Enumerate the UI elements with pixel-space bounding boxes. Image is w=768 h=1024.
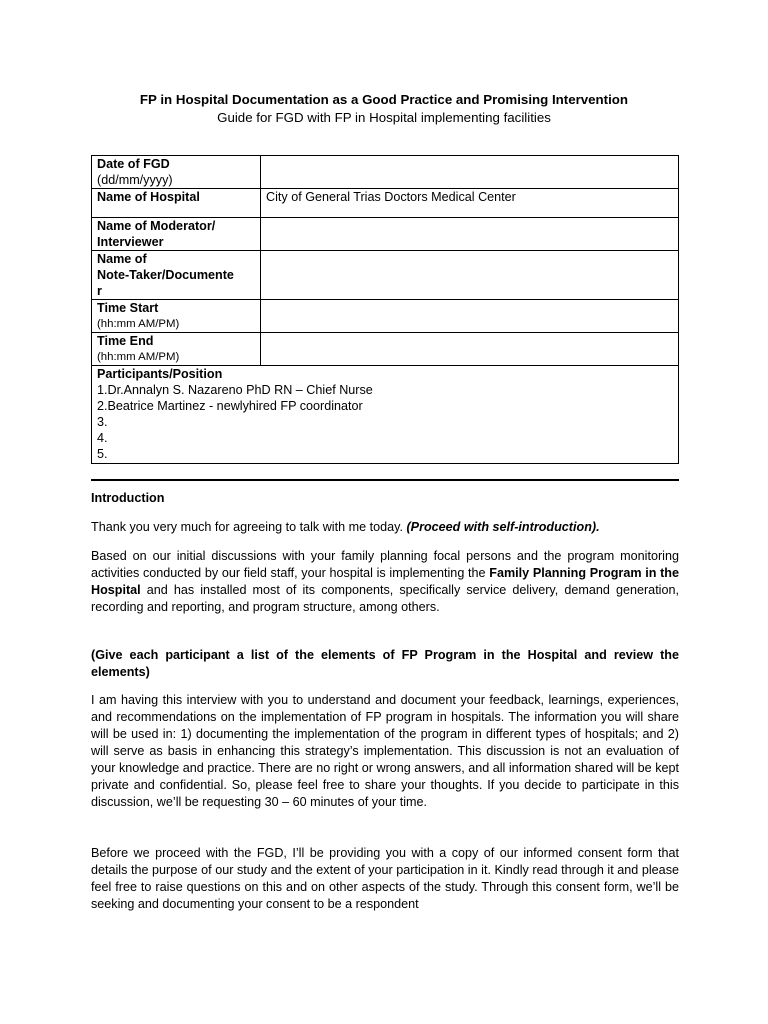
time-start-hint: (hh:mm AM/PM) xyxy=(97,318,180,330)
row-date xyxy=(92,156,679,189)
hospital-value-cell[interactable] xyxy=(261,189,679,218)
document-title: FP in Hospital Documentation as a Good Practice and Promising Intervention xyxy=(139,92,629,107)
row-participants xyxy=(92,366,679,464)
intro-paragraph-4: I am having this interview with you to understand and document your feedback, learnings, experiences, and recommendations on the implementation of FP program in hospitals. The information you will share will be used in: 1) documenting the implementation of the program in different types of hospitals; and 2) will serve as basis in enhancing this strategy’s implementation. This discussion is not an evaluation of your knowledge and practice. There are no right or wrong answers, and all information shared will be kept private and confidential. So, please feel free to share your thoughts. If you decide to participate in this discussion, we’ll be requesting 30 – 60 minutes of your time. xyxy=(91,693,679,809)
participant-line: 5. xyxy=(97,447,108,461)
participant-line: 3. xyxy=(97,415,108,429)
notetaker-label-line3: r xyxy=(97,284,102,298)
row-time-start xyxy=(92,300,679,333)
time-start-label: Time Start xyxy=(97,301,159,315)
time-end-hint: (hh:mm AM/PM) xyxy=(97,351,180,363)
participants-cell[interactable] xyxy=(92,366,679,464)
moderator-label-line2: Interviewer xyxy=(97,235,164,249)
hospital-label-cell xyxy=(92,189,261,218)
intro-p2-program-name: Family Planning Program in the Hospital xyxy=(91,566,680,597)
notetaker-label-line2: Note-Taker/Documente xyxy=(97,268,234,282)
moderator-value-cell[interactable] xyxy=(261,218,679,251)
participants-label: Participants/Position xyxy=(97,367,223,381)
intro-paragraph-2 xyxy=(91,548,679,616)
intro-p2-text-b: and has installed most of its components, specifically service delivery, demand generation, recording and reporting, and program structure, among others. xyxy=(91,583,679,614)
document-subtitle: Guide for FGD with FP in Hospital implementing facilities xyxy=(217,110,551,125)
time-end-value-cell[interactable] xyxy=(261,333,679,366)
intro-paragraph-1 xyxy=(91,519,679,536)
row-hospital xyxy=(92,189,679,218)
intro-p1-instruction: (Proceed with self-introduction). xyxy=(406,520,600,534)
intro-paragraph-5: Before we proceed with the FGD, I’ll be providing you with a copy of our informed consent form that details the purpose of our study and the extent of your participation in it. Kindly read through it and please feel free to raise questions on this and on other aspects of the study. Through this consent form, we’ll be seeking and documenting your consent to be a respondent xyxy=(91,846,679,911)
row-time-end xyxy=(92,333,679,366)
date-label-cell xyxy=(92,156,261,189)
time-end-label-cell xyxy=(92,333,261,366)
date-value-cell[interactable] xyxy=(261,156,679,189)
time-start-value-cell[interactable] xyxy=(261,300,679,333)
time-start-label-cell xyxy=(92,300,261,333)
time-end-label: Time End xyxy=(97,334,154,348)
section-divider xyxy=(91,479,679,481)
hospital-value: City of General Trias Doctors Medical Center xyxy=(266,190,516,204)
hospital-label: Name of Hospital xyxy=(97,190,200,204)
moderator-label-line1: Name of Moderator/ xyxy=(97,219,216,233)
participant-line: 1.Dr.Annalyn S. Nazareno PhD RN – Chief Nurse xyxy=(97,383,373,397)
participant-line: 4. xyxy=(97,431,108,445)
introduction-heading: Introduction xyxy=(91,491,165,505)
intro-instruction-paragraph: (Give each participant a list of the elements of FP Program in the Hospital and review the elements) xyxy=(91,648,679,679)
row-notetaker xyxy=(92,251,679,300)
participant-line: 2.Beatrice Martinez - newlyhired FP coordinator xyxy=(97,399,363,413)
row-moderator xyxy=(92,218,679,251)
fgd-info-table xyxy=(91,155,679,464)
notetaker-value-cell[interactable] xyxy=(261,251,679,300)
date-label: Date of FGD xyxy=(97,157,170,171)
date-hint: (dd/mm/yyyy) xyxy=(97,173,173,187)
intro-p2-text-a: Based on our initial discussions with your family planning focal persons and the program monitoring activities conducted by our field staff, your hospital is implementing the xyxy=(91,549,679,580)
intro-p1-text: Thank you very much for agreeing to talk with me today. xyxy=(91,520,407,534)
notetaker-label-line1: Name of xyxy=(97,252,147,266)
moderator-label-cell xyxy=(92,218,261,251)
notetaker-label-cell xyxy=(92,251,261,300)
